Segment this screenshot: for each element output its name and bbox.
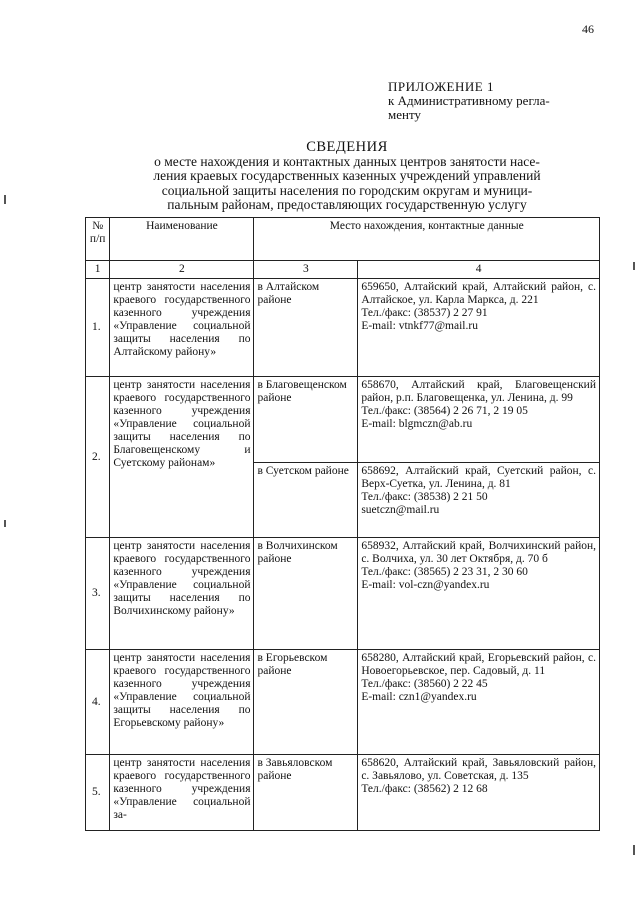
table-row [86, 279, 600, 377]
contact-details [358, 650, 600, 755]
scan-margin-mark [633, 845, 635, 855]
heading-line-2: ления краевых государственных казенных учреждений управлений [153, 168, 541, 183]
phone-text: Тел./факс: (38562) 2 12 68 [361, 783, 488, 795]
header-location: Место нахождения, контактные данные [254, 218, 600, 261]
appendix-line-1: к Административному регла- [388, 93, 550, 108]
phone-text: Тел./факс: (38565) 2 23 31, 2 30 60 [361, 566, 528, 578]
column-number: 4 [358, 261, 600, 279]
district-place: в Алтайском районе [254, 279, 358, 377]
center-name: центр занятости населения краевого государственного казенного учреждения «Управление социальной защиты населения по Благовещенскому и Суетскому районам» [110, 377, 254, 538]
phone-text: Тел./факс: (38537) 2 27 91 [361, 307, 488, 319]
district-place: в Завьяловском районе [254, 755, 358, 831]
column-number-row [86, 261, 600, 279]
contact-details [358, 463, 600, 538]
table-row [86, 377, 600, 463]
centers-table [85, 217, 600, 831]
header-num: № п/п [86, 218, 110, 261]
phone-text: Тел./факс: (38564) 2 26 71, 2 19 05 [361, 405, 528, 417]
email-text: E-mail: blgmczn@ab.ru [361, 418, 473, 430]
center-name: центр занятости населения краевого государственного казенного учреждения «Управление социальной защиты населения по Волчихинскому району» [110, 538, 254, 650]
district-place: в Суетском районе [254, 463, 358, 538]
table-row [86, 650, 600, 755]
table-row [86, 755, 600, 831]
center-name: центр занятости населения краевого государственного казенного учреждения «Управление социальной защиты населения по Алтайскому району» [110, 279, 254, 377]
heading-line-1: о месте нахождения и контактных данных центров занятости насе- [154, 153, 540, 169]
email-text: E-mail: vtnkf77@mail.ru [361, 320, 478, 332]
appendix-block [388, 80, 596, 122]
column-number: 3 [254, 261, 358, 279]
center-name: центр занятости населения краевого государственного казенного учреждения «Управление социальной за- [110, 755, 254, 831]
heading-title: СВЕДЕНИЯ [306, 139, 388, 155]
district-place: в Егорьевском районе [254, 650, 358, 755]
contact-details [358, 538, 600, 650]
document-heading [112, 140, 582, 213]
email-text: E-mail: vol-czn@yandex.ru [361, 579, 490, 591]
scan-margin-mark [633, 262, 635, 270]
heading-line-4: пальным районам, предоставляющих государственную услугу [167, 197, 527, 212]
phone-text: Тел./факс: (38560) 2 22 45 [361, 678, 488, 690]
row-number: 2. [86, 377, 110, 538]
column-number: 2 [110, 261, 254, 279]
scan-margin-mark [4, 195, 6, 204]
address-text: 659650, Алтайский край, Алтайский район, с. Алтайское, ул. Карла Маркса, д. 221 [361, 281, 596, 306]
table-header-row [86, 218, 600, 261]
contact-details [358, 755, 600, 831]
district-place: в Волчихинском районе [254, 538, 358, 650]
center-name: центр занятости населения краевого государственного казенного учреждения «Управление социальной защиты населения по Егорьевскому району» [110, 650, 254, 755]
row-number: 5. [86, 755, 110, 831]
contact-details [358, 377, 600, 463]
appendix-line-2: менту [388, 107, 421, 122]
row-number: 4. [86, 650, 110, 755]
row-number: 1. [86, 279, 110, 377]
page-number: 46 [582, 22, 594, 36]
header-name: Наименование [110, 218, 254, 261]
table-row [86, 538, 600, 650]
district-place: в Благовещенском районе [254, 377, 358, 463]
address-text: 658932, Алтайский край, Волчихинский район, с. Волчиха, ул. 30 лет Октября, д. 70 б [361, 540, 596, 565]
column-number: 1 [86, 261, 110, 279]
row-number: 3. [86, 538, 110, 650]
address-text: 658620, Алтайский край, Завьяловский район, с. Завьялово, ул. Советская, д. 135 [361, 757, 596, 782]
address-text: 658670, Алтайский край, Благовещенский район, р.п. Благовещенка, ул. Ленина, д. 99 [361, 379, 596, 404]
scan-margin-mark [4, 520, 6, 527]
email-text: E-mail: czn1@yandex.ru [361, 691, 477, 703]
heading-line-3: социальной защиты населения по городским округам и муници- [161, 182, 533, 198]
phone-text: Тел./факс: (38538) 2 21 50 [361, 491, 488, 503]
address-text: 658280, Алтайский край, Егорьевский район, с. Новоегорьевское, пер. Садовый, д. 11 [361, 652, 596, 677]
address-text: 658692, Алтайский край, Суетский район, с. Верх-Суетка, ул. Ленина, д. 81 [361, 465, 596, 490]
appendix-title: ПРИЛОЖЕНИЕ 1 [388, 79, 494, 94]
email-text: suetczn@mail.ru [361, 504, 440, 516]
contact-details [358, 279, 600, 377]
